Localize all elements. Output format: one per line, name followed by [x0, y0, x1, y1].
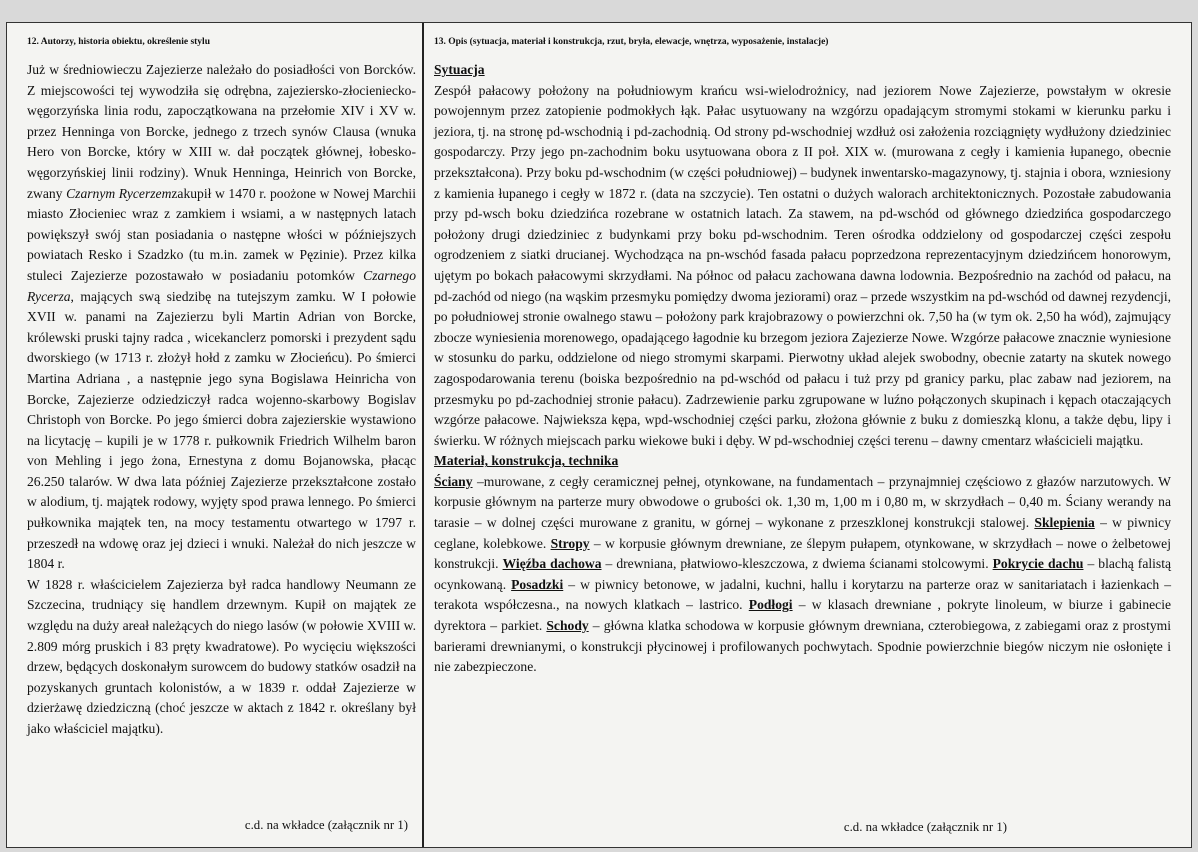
history-text	[27, 60, 416, 740]
section-13-column	[426, 23, 1191, 847]
continued-note-right: c.d. na wkładce (załącznik nr 1)	[843, 820, 1007, 834]
sytuacja-paragraph: Zespół pałacowy położony na południowym krańcu wsi-wielodrożnicy, nad jeziorem Nowe Zajezierze, powstałym w okresie powojennym przez zatopienie podmokłych łąk. Pałac usytuowany na wzgórzu opadającym stromymi stokami w kierunku parku i jeziora, tj. na stronę pd-wschodnią i pd-zachodnią. Od strony pd-wschodniej wzdłuż osi założenia rozciągnięty wydłużony dziedziniec gospodarczy. Przy jego pn-zachodnim boku usytuowana obora z II poł. XIX w. (murowana z cegły i kamienia łupanego, obecnie przekształcona). Przy boku pd-wschodnim (w części południowej) – budynek inwentarsko-magazynowy, tj. stajnia i obora, wzniesiony z kamienia łupanego i cegły w 1872 r. (data na szczycie). Ten ostatni o dużych walorach architektonicznych. Pozostałe zabudowania przy pd-wsch boku dziedzińca rozebrane w ostatnich latach. Za stawem, na pd-wschód od głównego dziedzińca gospodarczego położony drugi dziedziniec z budynkami przy boku pd-wschodnim. Teren ośrodka oddzielony od gospodarczej części zespołu ogrodzeniem z siatki drucianej. Wychodząca na pn-wschód fasada pałacu poprzedzona reprezentacyjnym dziedzińcem honorowym, ujętym po bokach pałacowymi skrzydłami. Na północ od pałacu zachowana dawna lodownia. Bezpośrednio na zachód od pałacu, na pd-zachód od niego (na wąskim przesmyku pomiędzy dwoma jeziorami) oraz – przede wszystkim na pd-wschód od dawnej rezydencji, po południowej stronie owalnego stawu – położony park krajobrazowy o powierzchni ok. 7,50 ha (w tym ok. 2,50 ha wód), zajmujący zbocze wyniesienia morenowego, opadającego łagodnie ku brzegom jeziora Zajezierze Nowe. Wzgórze pałacowe znacznie wyniesione w stosunku do parku, oddzielone od niego stromymi skarpami. Pierwotny układ alejek swobodny, obecnie zatarty na skutek nowego zagospodarowania terenu (boiska bezpośrednio na pd-wschód od pałacu i tuż przy pd granicy parku, plac zabaw nad jeziorem, na przesmyku po pd-zachodniej stronie pałacu). Zadrzewienie parku zgrupowane w luźno połączonych skupinach i kępach otaczających wzgórze pałacowe. Najwieksza kępa, wpd-wschodniej części parku, złożona głównie z buku z domieszką klonu, a także dębu, lipy i świerku. W różnych miejscach parku wiekowe buki i dęby. W pd-wschodniej części terenu – dawny cmentarz właścicieli majątku.	[434, 82, 1171, 448]
history-paragraph-2: W 1828 r. właścicielem Zajezierza był radca handlowy Neumann ze Szczecina, trudniący się handlem drzewnym. Kupił on majątek ze względu na duży areał należących do niego lasów (w połowie XVIII w. 2.809 mórg pruskich i 83 pręty kwadratowe). Po wycięciu większości drzew, będących doskonałym surowcem do budowy statków osadził na pozyskanych gruntach kolonistów, a w 1839 r. oddał Zajezierze w dzierżawę dziedziczną (choć jeszcze w aktach z 1842 r. określany był jako właściciel majątku).	[27, 576, 416, 736]
material-paragraph: Ściany –murowane, z cegły ceramicznej pełnej, otynkowane, na fundamentach – przynajmniej częściowo z głazów narzutowych. W korpusie głównym na parterze mury obwodowe o grubości ok. 1,30 m, 1,00 m i 0,80 m, w skrzydłach – 0,40 m. Ściany werandy na tarasie – w dolnej części murowane z granitu, w górnej – wykonane z przeszklonej konstrukcji stalowej. Sklepienia – w piwnicy ceglane, kolebkowe. Stropy – w korpusie głównym drewniane, ze ślepym pułapem, otynkowane, w skrzydłach – nowe o żelbetowej konstrukcji. Więźba dachowa – drewniana, płatwiowo-kleszczowa, z dwiema ścianami stolcowymi. Pokrycie dachu – blachą falistą ocynkowaną. Posadzki – w piwnicy betonowe, w jadalni, kuchni, hallu i korytarzu na parterze oraz w sanitariatach i łazienkach – terakota współczesna., na nowych klatkach – lastrico. Podłogi – w klasach drewniane , pokryte linoleum, w biurze i gabinecie dyrektora – parkiet. Schody – główna klatka schodowa w korpusie głównym drewniana, czterobiegowa, z zabiegami oraz z prostymi barierami drewnianymi, o konstrukcji płycinowej i profilowanych pochwytach. Spodnie powierzchnie biegów niczym nie osłonięte i nie zabezpieczone.	[434, 473, 1172, 675]
section-13-heading: 13. Opis (sytuacja, materiał i konstrukcja, rzut, bryła, elewacje, wnętrza, wyposażenie, instalacje)	[434, 37, 829, 47]
form-sheet	[6, 22, 1192, 848]
material-title: Materiał, konstrukcja, technika	[434, 453, 619, 469]
section-12-heading: 12. Autorzy, historia obiektu, określenie stylu	[27, 37, 210, 47]
history-paragraph-1: Już w średniowieczu Zajezierze należało do posiadłości von Borcków. Z miejscowości tej wywodziła się odrębna, zajeziersko-złocieniecko-węgorzyńska linia rodu, zapoczątkowana na przełomie XIV i XV w. przez Henninga von Borcke, jednego z trzech synów Clausa (wnuka Hero von Borcke, który w XIII w. dał początek głównej, łobesko-węgorzyńskiej linii rodziny). Wnuk Henninga, Heinrich von Borcke, zwany Czarnym Rycerzemzakupił w 1470 r. poożone w Nowej Marchii miasto Złocieniec wraz z zamkiem i wsiami, a w następnych latach powiększył swój stan posiadania o następne włości w późniejszych powiatach Resko i Szadzko (tu m.in. zamek w Pęzinie). Przez kilka stuleci Zajezierze pozostawało w posiadaniu potomków Czarnego Rycerza, mających swą siedzibę na tutejszym zamku. W I połowie XVII w. panami na Zajezierzu byli Martin Adrian von Borcke, królewski pruski tajny radca , wicekanclerz pomorski i prezydent sądu dworskiego (w 1713 r. złożył hołd z zamku w Złocieńcu). Po śmierci Martina Adriana , a następnie jego syna Bogislawa Heinricha von Borcke, Zajezierze odziedziczył radca wojenno-skarbowy Bogislav Christoph von Borcke. Po jego śmierci dobra zajezierskie wystawiono na licytację – kupili je w 1778 r. pułkownik Friedrich Wilhelm baron von Mehling i jego żona, Ernestyna z domu Bojanowska, płacąc 26.250 talarów. W dwa lata później Zajezierze przekształcone zostało w alodium, tj. majątek rodowy, wyjęty spod prawa lennego. Po śmierci pułkownika majątek ten, na mocy testamentu otwartego w 1797 r. przeszedł na wdowę oraz jej dzieci i wnuki. Należał do nich jeszcze w 1804 r.	[27, 62, 416, 572]
section-12-column	[7, 23, 424, 847]
description-text	[434, 60, 1171, 678]
sytuacja-title: Sytuacja	[434, 62, 485, 77]
continued-note-left: c.d. na wkładce (załącznik nr 1)	[244, 818, 408, 832]
